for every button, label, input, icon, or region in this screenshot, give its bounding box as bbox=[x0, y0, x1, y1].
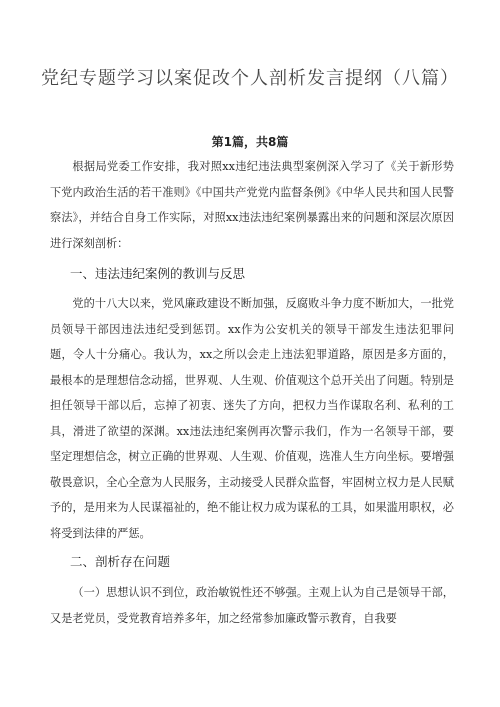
section-2-heading: 二、剖析存在问题 bbox=[70, 554, 171, 569]
section-1-heading: 一、违法违纪案例的教训与反思 bbox=[70, 266, 246, 281]
section-1-paragraph: 党的十八大以来，党风廉政建设不断加强，反腐败斗争力度不断加大，一批党员领导干部因违法违纪受到惩罚。xx作为公安机关的领导干部发生违法犯罪问题，令人十分痛心。我认为，xx之所以会走上违法犯罪道路，原因是多方面的，最根本的是理想信念动摇，世界观、人生观、价值观这个总开关出了问题。特别是担任领导干部以后，忘掉了初衷、迷失了方向，把权力当作谋取名利、私利的工具，滑进了欲望的深渊。xx违法违纪案例再次警示我们，作为一名领导干部，要坚定理想信念，树立正确的世界观、人生观、价值观，选准人生方向坐标。要增强敬畏意识，全心全意为人民服务，主动接受人民群众监督，牢固树立权力是人民赋予的，是用来为人民谋福祉的，绝不能让权力成为谋私的工具，如果滥用职权，必将受到法律的严惩。 bbox=[50, 297, 454, 540]
intro-paragraph: 根据局党委工作安排，我对照xx违纪违法典型案例深入学习了《关于新形势下党内政治生活的若干准则》《中国共产党党内监督条例》《中华人民共和国人民警察法》，并结合自身工作实际，对照xx违法违纪案例暴露出来的问题和深层次原因进行深刻剖析： bbox=[50, 160, 454, 250]
document-subtitle: 第1篇，共8篇 bbox=[211, 135, 289, 149]
document-title: 党纪专题学习以案促改个人剖析发言提纲（八篇） bbox=[41, 68, 459, 89]
section-2-paragraph: （一）思想认识不到位，政治敏锐性还不够强。主观上认为自己是领导干部，又是老党员，受党教育培养多年，加之经常参加廉政警示教育，自我要 bbox=[50, 586, 454, 625]
